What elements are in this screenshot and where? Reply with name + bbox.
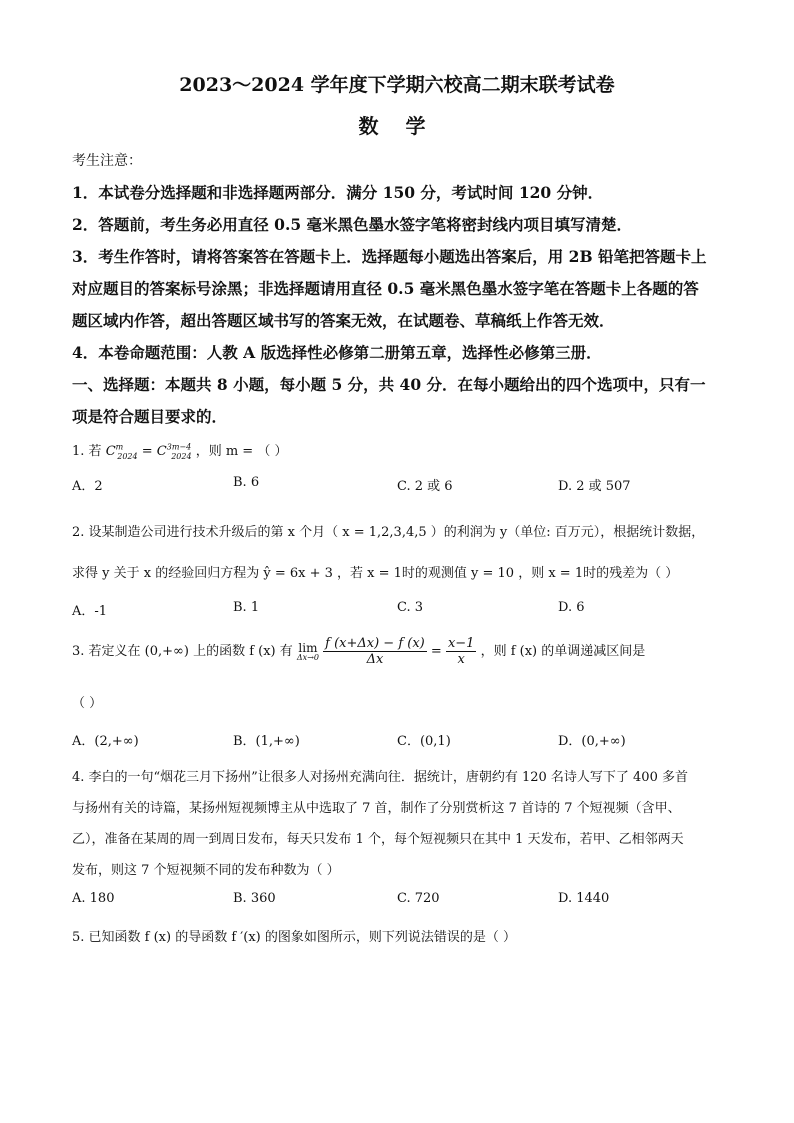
- notice-heading: 考生注意：: [72, 153, 142, 169]
- question-4-line-3: 乙），准备在某周的周一到周日发布，每天只发布 1 个，每个短视频只在其中 1 天发布，若甲、乙相邻两天: [72, 832, 684, 847]
- q1-option-c[interactable]: C. 2 或 6: [397, 479, 453, 494]
- question-2-line-2: 求得 y 关于 x 的经验回归方程为 ŷ = 6x + 3 ，若 x = 1时的观测值 y = 10 ，则 x = 1时的残差为（ ）: [72, 566, 679, 581]
- q3-option-b[interactable]: B．(1,+∞): [233, 734, 300, 749]
- notice-item-3: 3．考生作答时，请将答案答在答题卡上．选择题每小题选出答案后，用 2B 铅笔把答题卡上: [72, 247, 707, 266]
- q3-option-d[interactable]: D．(0,+∞): [558, 734, 626, 749]
- q3-lim-sub: Δx→0: [296, 652, 319, 662]
- q3-equals: =: [430, 644, 442, 659]
- q1-prefix: 1. 若: [72, 444, 102, 459]
- question-4-line-1: 4. 李白的一句“烟花三月下扬州”让很多人对扬州充满向往．据统计，唐朝约有 120 名诗人写下了 400 多首: [72, 770, 688, 785]
- notice-item-3-cont-1: 对应题目的答案标号涂黑；非选择题请用直径 0.5 毫米黑色墨水签字笔在答题卡上各题的答: [72, 279, 699, 298]
- q3-prefix: 3. 若定义在 (0,+∞) 上的函数 f (x) 有: [72, 644, 293, 659]
- notice-item-4: 4．本卷命题范围：人教 A 版选择性必修第二册第五章，选择性必修第三册．: [72, 343, 602, 362]
- notice-item-1: 1．本试卷分选择题和非选择题两部分．满分 150 分，考试时间 120 分钟．: [72, 183, 604, 202]
- q2-option-b[interactable]: B. 1: [233, 600, 260, 615]
- q1-option-a[interactable]: A．2: [72, 479, 103, 494]
- section-heading-line-2: 项是符合题目要求的．: [72, 407, 228, 426]
- q4-option-a[interactable]: A. 180: [72, 891, 115, 906]
- section-heading-line-1: 一、选择题：本题共 8 小题，每小题 5 分，共 40 分．在每小题给出的四个选项中，只有一: [72, 375, 706, 394]
- q1-left-sub: 2024: [117, 451, 138, 461]
- question-4-line-2: 与扬州有关的诗篇，某扬州短视频博主从中选取了 7 首，制作了分别赏析这 7 首诗的 7 个短视频（含甲、: [72, 801, 681, 816]
- q1-right-sub: 2024: [171, 451, 192, 461]
- q4-option-c[interactable]: C. 720: [397, 891, 440, 906]
- q3-frac-den: Δx: [366, 652, 384, 667]
- question-2-line-1: 2. 设某制造公司进行技术升级后的第 x 个月（ x = 1,2,3,4,5 ）的利润为 y（单位: 百万元），根据统计数据，: [72, 525, 705, 540]
- q1-suffix: ，则 m = （ ）: [195, 444, 288, 459]
- q3-limit: [297, 642, 319, 662]
- question-3-paren: （ ）: [72, 696, 103, 711]
- question-3-stem: [72, 636, 645, 667]
- q2-option-a[interactable]: A．-1: [72, 604, 108, 619]
- q1-option-d[interactable]: D. 2 或 507: [558, 479, 631, 494]
- notice-item-3-cont-2: 题区域内作答，超出答题区域书写的答案无效，在试题卷、草稿纸上作答无效．: [72, 311, 615, 330]
- exam-title: 2023～2024 学年度下学期六校高二期末联考试卷: [179, 74, 615, 96]
- q3-fraction: [323, 636, 427, 667]
- q1-right-sup: 3m−4: [166, 442, 192, 452]
- q3-frac-num: f (x+Δx) − f (x): [325, 636, 425, 651]
- q3-suffix: ，则 f (x) 的单调递减区间是: [480, 644, 646, 659]
- q3-lim-word: lim: [298, 640, 318, 655]
- q2-option-c[interactable]: C. 3: [397, 600, 424, 615]
- question-1-stem: 1. 若 $C^m_{2024} = C^{3m-4}_{2024}$ ，则 m = （ ）: [72, 442, 288, 461]
- question-5-stem: 5. 已知函数 f (x) 的导函数 f ′(x) 的图象如图所示，则下列说法错误的是（ ）: [72, 930, 516, 945]
- q3-fraction-2: [446, 636, 477, 667]
- subject-title: 数 学: [358, 114, 436, 138]
- q4-option-b[interactable]: B. 360: [233, 891, 276, 906]
- q3-option-c[interactable]: C．(0,1): [397, 734, 451, 749]
- q4-option-d[interactable]: D. 1440: [558, 891, 610, 906]
- notice-item-2: 2．答题前，考生务必用直径 0.5 毫米黑色墨水签字笔将密封线内项目填写清楚．: [72, 215, 633, 234]
- q3-frac2-den: x: [457, 652, 465, 667]
- q1-left-sup: m: [115, 442, 124, 452]
- q2-option-d[interactable]: D. 6: [558, 600, 585, 615]
- q3-frac2-num: x−1: [447, 636, 475, 651]
- question-4-line-4: 发布，则这 7 个短视频不同的发布种数为（ ）: [72, 863, 340, 878]
- q3-option-a[interactable]: A．(2,+∞): [72, 734, 139, 749]
- q1-option-b[interactable]: B. 6: [233, 475, 260, 490]
